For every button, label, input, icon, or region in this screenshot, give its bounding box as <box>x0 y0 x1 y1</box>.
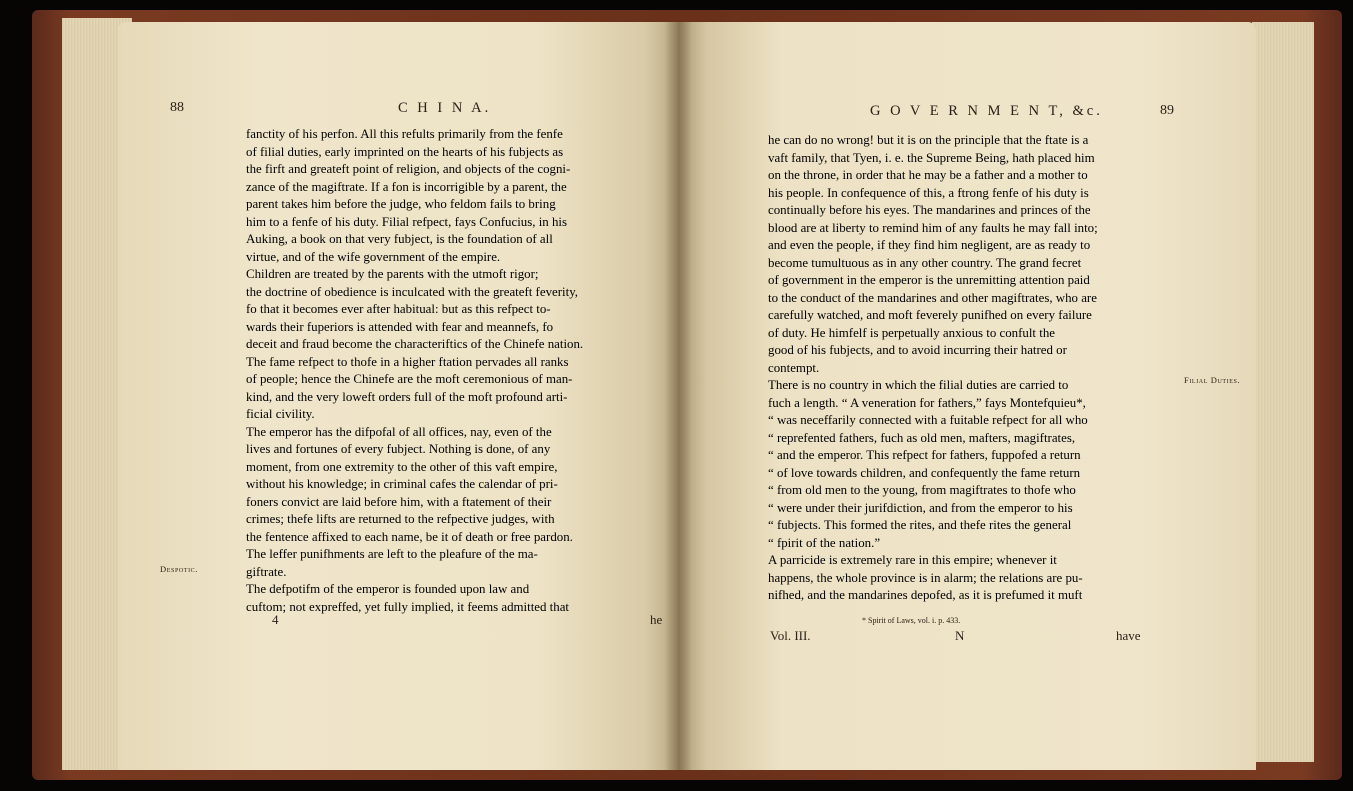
text-line: There is no country in which the filial duties are carried to <box>768 378 1069 392</box>
text-line: zance of the magiftrate. If a fon is incorrigible by a parent, the <box>246 179 567 194</box>
text-line: “ of love towards children, and confequently the fame return <box>768 465 1081 480</box>
text-line: virtue, and of the wife government of the empire. <box>246 249 501 264</box>
right-margin-note: Filial Duties. <box>1184 375 1241 385</box>
text-line: “ were under their jurifdiction, and from the emperor to his <box>768 500 1073 515</box>
text-line: on the throne, in order that he may be a father and a mother to <box>768 168 1088 182</box>
text-line: A parricide is extremely rare in this empire; whenever it <box>768 553 1057 567</box>
text-line: he can do no wrong! but it is on the principle that the ftate is a <box>768 133 1089 147</box>
text-line: contempt. <box>768 360 820 375</box>
text-line: fuch a length. “ A veneration for fathers,” fays Montefquieu*, <box>768 395 1086 410</box>
text-line: “ was neceffarily connected with a fuitable refpect for all who <box>768 413 1088 427</box>
volume-signature: Vol. III. <box>770 628 811 643</box>
right-page-edges <box>1252 22 1314 762</box>
text-line: crimes; thefe lifts are returned to the refpective judges, with <box>246 512 555 526</box>
footnote: * Spirit of Laws, vol. i. p. 433. <box>862 616 961 625</box>
text-line: good of his fubjects, and to avoid incurring their hatred or <box>768 343 1067 357</box>
text-line: moment, from one extremity to the other of this vaft empire, <box>246 459 558 474</box>
left-catchword: he <box>650 612 663 627</box>
right-running-head: G O V E R N M E N T, &c. <box>870 103 1103 119</box>
text-line: fanctity of his perfon. All this refults primarily from the fenfe <box>246 127 563 141</box>
text-line: nifhed, and the mandarines depofed, as it is prefumed it muft <box>768 588 1083 602</box>
text-line: carefully watched, and moft feverely punifhed on every failure <box>768 308 1092 322</box>
left-page-text <box>246 126 666 616</box>
text-line: “ reprefented fathers, fuch as old men, mafters, magiftrates, <box>768 430 1076 445</box>
text-line: The emperor has the difpofal of all offices, nay, even of the <box>246 424 552 439</box>
text-line: deceit and fraud become the characteriftics of the Chinefe nation. <box>246 337 584 351</box>
text-line: Auking, a book on that very fubject, is the foundation of all <box>246 232 553 246</box>
text-line: “ fpirit of the nation.” <box>768 535 881 550</box>
text-line: him to a fenfe of his duty. Filial refpect, fays Confucius, in his <box>246 214 568 229</box>
text-line: The leffer punifhments are left to the pleafure of the ma- <box>246 547 538 561</box>
text-line: “ and the emperor. This refpect for fathers, fuppofed a return <box>768 448 1081 462</box>
text-line: The defpotifm of the emperor is founded upon law and <box>246 582 530 596</box>
text-line: parent takes him before the judge, who feldom fails to bring <box>246 197 556 211</box>
left-margin-note: Despotic. <box>160 564 199 574</box>
text-line: ficial civility. <box>246 407 315 421</box>
text-line: blood are at liberty to remind him of any faults he may fall into; <box>768 220 1098 235</box>
left-signature: 4 <box>272 612 279 627</box>
text-line: become tumultuous as in any other country. The grand fecret <box>768 255 1082 270</box>
right-page-number: 89 <box>1160 103 1174 118</box>
left-running-head: C H I N A. <box>398 100 492 116</box>
text-line: the firft and greateft point of religion, and objects of the cogni- <box>246 162 571 176</box>
text-line: vaft family, that Tyen, i. e. the Supreme Being, hath placed him <box>768 150 1095 165</box>
text-line: cuftom; not expreffed, yet fully implied, it feems admitted that <box>246 599 570 614</box>
text-line: of government in the emperor is the unremitting attention paid <box>768 273 1090 287</box>
text-line: kind, and the very loweft orders full of the moft profound arti- <box>246 389 568 404</box>
text-line: of filial duties, early imprinted on the hearts of his fubjects as <box>246 144 564 159</box>
gathering-signature: N <box>955 628 965 643</box>
right-page-text <box>768 132 1178 605</box>
text-line: of duty. He himfelf is perpetually anxious to confult the <box>768 325 1055 340</box>
text-line: and even the people, if they find him negligent, are as ready to <box>768 238 1091 252</box>
text-line: lives and fortunes of every fubject. Nothing is done, of any <box>246 442 551 456</box>
text-line: giftrate. <box>246 564 287 579</box>
text-line: without his knowledge; in criminal cafes the calendar of pri- <box>246 477 558 491</box>
text-line: to the conduct of the mandarines and other magiftrates, who are <box>768 290 1097 305</box>
text-line: “ from old men to the young, from magiftrates to thofe who <box>768 483 1076 497</box>
book-gutter <box>664 22 692 770</box>
left-page-number: 88 <box>170 100 184 115</box>
text-line: foners convict are laid before him, with a ftatement of their <box>246 494 552 509</box>
text-line: happens, the whole province is in alarm; the relations are pu- <box>768 570 1083 585</box>
text-line: his people. In confequence of this, a ftrong fenfe of his duty is <box>768 185 1089 200</box>
text-line: The fame refpect to thofe in a higher ftation pervades all ranks <box>246 354 569 369</box>
text-line: wards their fuperiors is attended with fear and meannefs, fo <box>246 319 554 334</box>
text-line: Children are treated by the parents with the utmoft rigor; <box>246 267 539 281</box>
text-line: continually before his eyes. The mandarines and princes of the <box>768 203 1091 217</box>
text-line: of people; hence the Chinefe are the moft ceremonious of man- <box>246 372 573 386</box>
text-line: the fentence affixed to each name, be it of death or free pardon. <box>246 529 573 544</box>
text-line: “ fubjects. This formed the rites, and thefe rites the general <box>768 518 1072 532</box>
text-line: fo that it becomes ever after habitual: but as this refpect to- <box>246 302 551 316</box>
right-catchword: have <box>1116 628 1141 643</box>
text-line: the doctrine of obedience is inculcated with the greateft feverity, <box>246 284 579 299</box>
